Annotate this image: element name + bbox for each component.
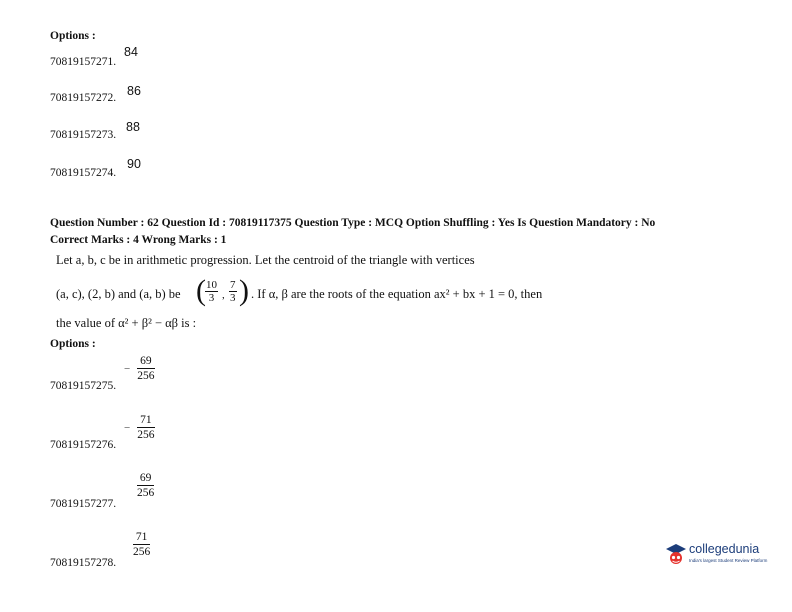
option-value: 84 [124, 45, 138, 59]
comma: , [222, 289, 225, 301]
fraction-denominator: 256 [137, 429, 155, 441]
option-fraction [126, 530, 153, 559]
fraction-numerator: 71 [133, 530, 151, 545]
graduate-cap-icon [665, 542, 687, 566]
option-value: 88 [126, 120, 140, 134]
option-id: 70819157276. [50, 439, 117, 451]
logo-tagline: India's largest Student Review Platform [689, 558, 768, 563]
fraction-denominator: 256 [133, 546, 151, 558]
question-marks: Correct Marks : 4 Wrong Marks : 1 [50, 234, 227, 246]
option-fraction [124, 413, 157, 442]
question-text-line2a: (a, c), (2, b) and (a, b) be [56, 287, 181, 301]
fraction-numerator: 71 [137, 413, 155, 428]
option-id: 70819157271. [50, 56, 117, 68]
centroid-x-fraction [205, 279, 218, 304]
option-id: 70819157273. [50, 129, 117, 141]
option-fraction [130, 471, 157, 500]
fraction-denominator: 256 [137, 370, 155, 382]
options-heading: Options : [50, 30, 96, 42]
question-text-line1: Let a, b, c be in arithmetic progression. Let the centroid of the triangle with vertices [56, 253, 475, 267]
option-id: 70819157274. [50, 167, 117, 179]
left-paren: ( [196, 274, 206, 307]
option-value: 90 [127, 157, 141, 171]
collegedunia-logo [665, 540, 770, 568]
option-value: 86 [127, 84, 141, 98]
fraction-numerator: 69 [137, 471, 155, 486]
logo-name: collegedunia [689, 542, 760, 556]
question-text-line3: the value of α² + β² − αβ is : [56, 316, 197, 330]
right-paren: ) [239, 274, 249, 307]
option-id: 70819157275. [50, 380, 117, 392]
centroid-x-den: 3 [208, 292, 215, 304]
minus-sign: − [124, 421, 131, 434]
centroid-y-den: 3 [230, 292, 236, 304]
centroid-y-fraction [229, 279, 237, 304]
option-fraction [124, 354, 157, 383]
option-id: 70819157278. [50, 557, 117, 569]
centroid-y-num: 7 [230, 279, 236, 291]
option-id: 70819157272. [50, 92, 117, 104]
question-text-line2b: . If α, β are the roots of the equation ax² + bx + 1 = 0, then [251, 287, 543, 301]
minus-sign: − [124, 362, 131, 375]
option-id: 70819157277. [50, 498, 117, 510]
centroid-x-num: 10 [206, 279, 217, 291]
question-header: Question Number : 62 Question Id : 70819117375 Question Type : MCQ Option Shuffling : Yes Is Question Mandatory : No [50, 217, 656, 229]
fraction-denominator: 256 [137, 487, 155, 499]
options-heading: Options : [50, 338, 96, 350]
fraction-numerator: 69 [137, 354, 155, 369]
